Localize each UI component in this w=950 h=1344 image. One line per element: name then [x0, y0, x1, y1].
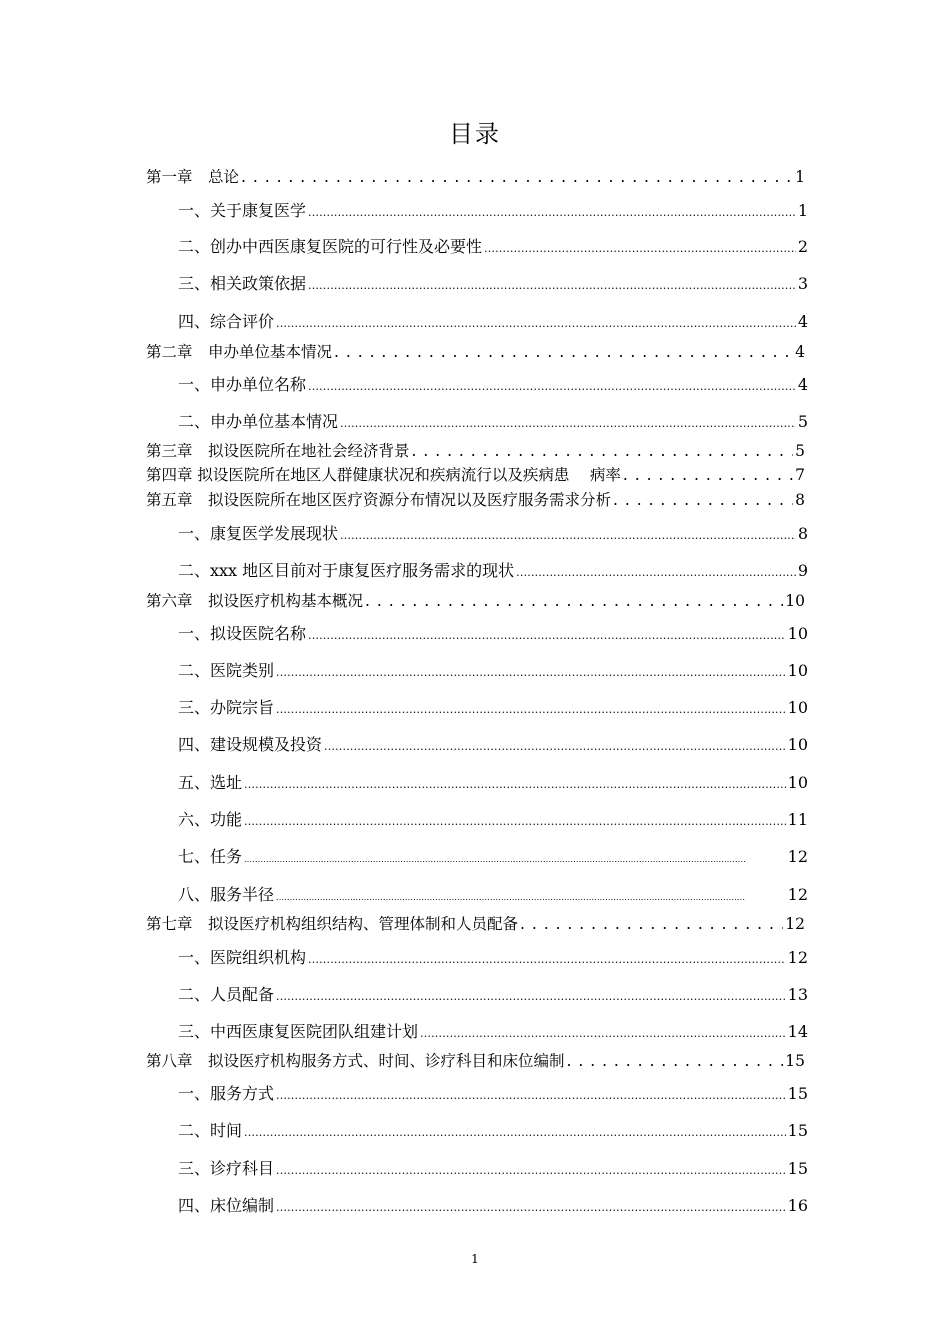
toc-entry-page-number: 7 [795, 466, 805, 484]
toc-entry-label: 七、任务 [178, 847, 243, 866]
toc-title: 目录 [449, 120, 501, 148]
toc-entry-page-number: 4 [797, 312, 808, 331]
dot-leader [484, 237, 796, 256]
toc-section-entry[interactable] [178, 807, 808, 830]
toc-chapter-entry[interactable] [146, 340, 805, 362]
toc-entry-page-number: 2 [797, 237, 808, 256]
toc-entry-label: 二、申办单位基本情况 [178, 412, 339, 431]
dot-leader [308, 274, 796, 293]
toc-entry-label: 二、xxx 地区目前对于康复医疗服务需求的现状 [178, 561, 515, 580]
dot-leader [520, 915, 783, 933]
toc-section-entry[interactable] [178, 1193, 808, 1216]
toc-entry-label: 四、综合评价 [178, 312, 275, 331]
toc-section-entry[interactable] [178, 1019, 808, 1042]
toc-section-entry[interactable] [178, 844, 808, 867]
toc-section-entry[interactable] [178, 621, 808, 644]
toc-entry-label: 第六章 拟设医疗机构基本概况 [146, 592, 364, 610]
toc-section-entry[interactable] [178, 982, 808, 1005]
toc-entry-page-number: 15 [785, 1052, 805, 1070]
toc-entry-label: 第二章 申办单位基本情况 [146, 343, 333, 361]
toc-section-entry[interactable] [178, 271, 808, 294]
dot-leader [276, 312, 796, 331]
toc-section-entry[interactable] [178, 882, 808, 905]
toc-section-entry[interactable] [178, 234, 808, 257]
toc-entry-label: 三、相关政策依据 [178, 274, 307, 293]
toc-entry-label: 一、拟设医院名称 [178, 624, 307, 643]
toc-entry-page-number: 12 [787, 885, 808, 904]
toc-chapter-entry[interactable] [146, 463, 805, 485]
toc-section-entry[interactable] [178, 521, 808, 544]
dot-leader [241, 168, 793, 186]
dot-leader [276, 1084, 786, 1103]
dot-leader [276, 885, 746, 904]
toc-entry-page-number: 12 [787, 847, 808, 866]
toc-entry-page-number: 3 [797, 274, 808, 293]
toc-section-entry[interactable] [178, 732, 808, 755]
toc-entry-label: 第三章 拟设医院所在地社会经济背景 [146, 442, 410, 460]
toc-entry-page-number: 10 [787, 624, 808, 643]
toc-section-entry[interactable] [178, 198, 808, 221]
dot-leader [308, 948, 786, 967]
toc-entry-page-number: 4 [797, 375, 808, 394]
toc-entry-page-number: 9 [797, 561, 808, 580]
toc-entry-label: 六、功能 [178, 810, 243, 829]
toc-entry-page-number: 1 [797, 201, 808, 220]
dot-leader [276, 661, 786, 680]
toc-section-entry[interactable] [178, 1081, 808, 1104]
dot-leader [276, 1196, 786, 1215]
toc-entry-page-number: 14 [787, 1022, 808, 1041]
toc-entry-label: 第四章 拟设医院所在地区人群健康状况和疾病流行以及疾病患 病率 [146, 466, 621, 484]
toc-chapter-entry[interactable] [146, 589, 805, 611]
dot-leader [340, 412, 796, 431]
toc-chapter-entry[interactable] [146, 912, 805, 934]
toc-entry-page-number: 15 [787, 1159, 808, 1178]
toc-entry-label: 二、时间 [178, 1121, 243, 1140]
toc-entry-label: 第五章 拟设医院所在地区医疗资源分布情况以及医疗服务需求分析 [146, 491, 612, 509]
toc-entry-page-number: 10 [787, 661, 808, 680]
toc-chapter-entry[interactable] [146, 1049, 805, 1071]
toc-entry-label: 第七章 拟设医疗机构组织结构、管理体制和人员配备 [146, 915, 519, 933]
toc-entry-label: 三、中西医康复医院团队组建计划 [178, 1022, 419, 1041]
toc-chapter-entry[interactable] [146, 439, 805, 461]
toc-entry-page-number: 5 [797, 412, 808, 431]
toc-chapter-entry[interactable] [146, 488, 805, 510]
toc-chapter-entry[interactable] [146, 165, 805, 187]
toc-section-entry[interactable] [178, 1156, 808, 1179]
toc-entry-page-number: 10 [787, 735, 808, 754]
dot-leader [340, 524, 796, 543]
toc-entry-page-number: 11 [787, 810, 808, 829]
toc-section-entry[interactable] [178, 770, 808, 793]
dot-leader [276, 698, 786, 717]
toc-entry-page-number: 13 [787, 985, 808, 1004]
toc-entry-page-number: 10 [787, 773, 808, 792]
dot-leader [324, 735, 786, 754]
toc-entry-label: 一、康复医学发展现状 [178, 524, 339, 543]
toc-entry-page-number: 5 [795, 442, 805, 460]
page-number: 1 [471, 1252, 479, 1266]
toc-entry-label: 二、创办中西医康复医院的可行性及必要性 [178, 237, 483, 256]
dot-leader [420, 1022, 786, 1041]
dot-leader [623, 466, 793, 484]
toc-entry-page-number: 8 [797, 524, 808, 543]
toc-entry-label: 一、医院组织机构 [178, 948, 307, 967]
dot-leader [334, 343, 793, 361]
dot-leader [276, 1159, 786, 1178]
dot-leader [516, 561, 796, 580]
dot-leader [613, 491, 793, 509]
toc-entry-label: 五、选址 [178, 773, 243, 792]
toc-entry-page-number: 16 [787, 1196, 808, 1215]
dot-leader [244, 1121, 786, 1140]
toc-entry-page-number: 1 [795, 168, 805, 186]
toc-entry-page-number: 15 [787, 1121, 808, 1140]
dot-leader [308, 375, 796, 394]
toc-entry-label: 第一章 总论 [146, 168, 240, 186]
toc-section-entry[interactable] [178, 1118, 808, 1141]
toc-entry-page-number: 12 [787, 948, 808, 967]
toc-section-entry[interactable] [178, 309, 808, 332]
dot-leader [365, 592, 783, 610]
dot-leader [412, 442, 794, 460]
toc-entry-label: 八、服务半径 [178, 885, 275, 904]
toc-section-entry[interactable] [178, 558, 808, 581]
dot-leader [244, 847, 746, 866]
toc-entry-label: 四、建设规模及投资 [178, 735, 323, 754]
dot-leader [244, 810, 786, 829]
toc-entry-page-number: 10 [787, 698, 808, 717]
toc-section-entry[interactable] [178, 372, 808, 395]
toc-section-entry[interactable] [178, 658, 808, 681]
toc-entry-page-number: 12 [785, 915, 805, 933]
dot-leader [276, 985, 786, 1004]
toc-entry-page-number: 15 [787, 1084, 808, 1103]
dot-leader [308, 201, 796, 220]
toc-entry-label: 一、申办单位名称 [178, 375, 307, 394]
toc-entry-label: 第八章 拟设医疗机构服务方式、时间、诊疗科目和床位编制 [146, 1052, 565, 1070]
toc-entry-label: 四、床位编制 [178, 1196, 275, 1215]
toc-section-entry[interactable] [178, 695, 808, 718]
toc-entry-label: 二、人员配备 [178, 985, 275, 1004]
toc-entry-page-number: 8 [795, 491, 805, 509]
dot-leader [244, 773, 786, 792]
toc-entry-label: 二、医院类别 [178, 661, 275, 680]
toc-entry-label: 三、诊疗科目 [178, 1159, 275, 1178]
toc-entry-label: 三、办院宗旨 [178, 698, 275, 717]
toc-entry-page-number: 4 [795, 343, 805, 361]
toc-entry-label: 一、关于康复医学 [178, 201, 307, 220]
toc-section-entry[interactable] [178, 409, 808, 432]
toc-section-entry[interactable] [178, 945, 808, 968]
toc-entry-page-number: 10 [785, 592, 805, 610]
toc-entry-label: 一、服务方式 [178, 1084, 275, 1103]
dot-leader [567, 1052, 784, 1070]
dot-leader [308, 624, 786, 643]
